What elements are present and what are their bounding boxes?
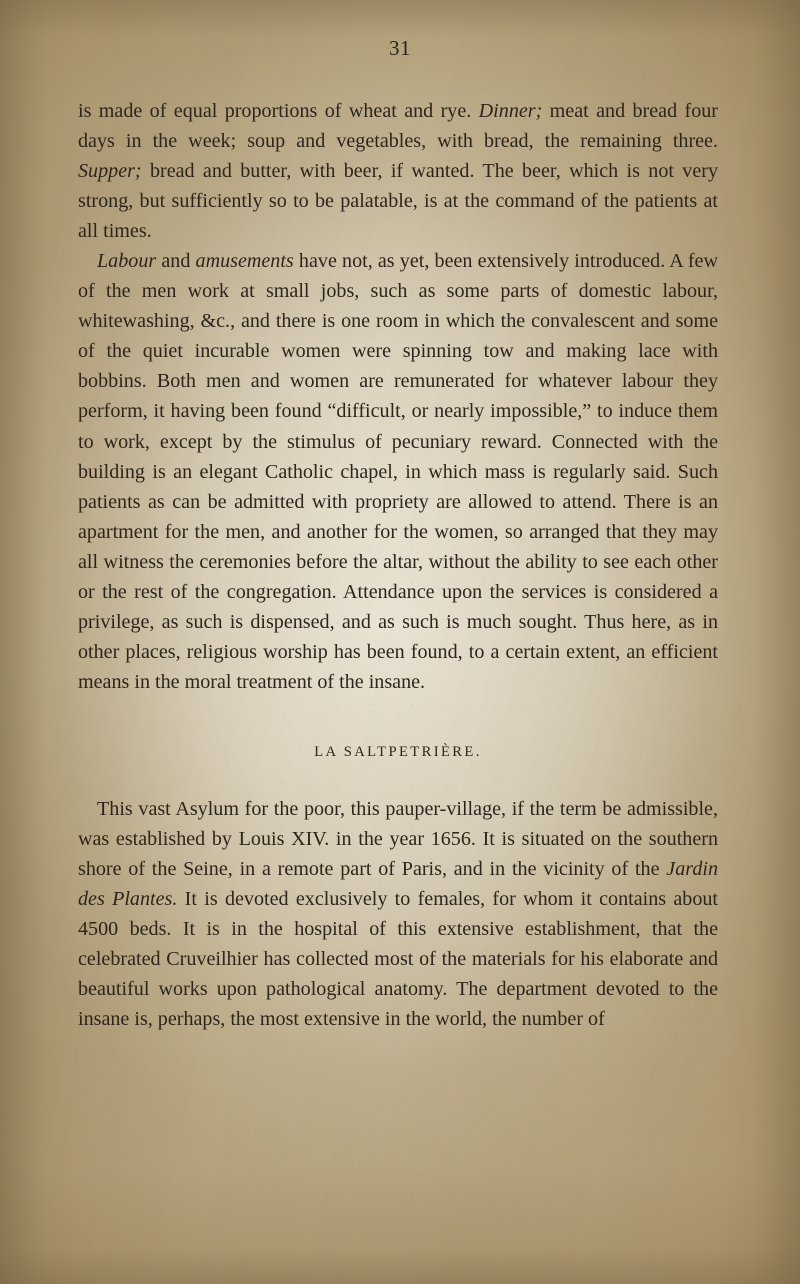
italic-emphasis: Jardin des Plantes. bbox=[78, 858, 718, 911]
page-edge-shadow-bottom bbox=[0, 1250, 800, 1284]
paragraph-diet: is made of equal proportions of wheat and rye. Dinner; meat and bread four days in the week; soup and vegetables, with bread, the remaining three. Supper; bread and butter, with beer, if wanted. The beer, which is not very strong, but sufficiently so to be palatable, is at the command of the patients at all times. bbox=[78, 100, 718, 243]
italic-emphasis: amusements bbox=[195, 250, 294, 273]
page-number: 31 bbox=[389, 36, 411, 60]
italic-emphasis: Labour bbox=[97, 250, 157, 273]
page-edge-shadow-left bbox=[0, 0, 46, 1284]
text-block bbox=[78, 96, 718, 1034]
italic-emphasis: Supper; bbox=[78, 160, 142, 183]
page-edge-shadow-top bbox=[0, 0, 800, 34]
italic-emphasis: Dinner; bbox=[478, 100, 543, 122]
page-edge-shadow-right bbox=[754, 0, 800, 1284]
paragraph-saltpetriere: This vast Asylum for the poor, this pauper-village, if the term be admissible, was established by Louis XIV. in the year 1656. It is situated on the southern shore of the Seine, in a remote part of Paris, and in the vicinity of the Jardin des Plantes. It is devoted exclusively to females, for whom it contains about 4500 beds. It is in the hospital of this extensive establishment, that the celebrated Cruveilhier has collected most of the materials for his elaborate and beautiful works upon pathological anatomy. The department devoted to the insane is, perhaps, the most extensive in the world, the number of bbox=[78, 797, 719, 1031]
section-heading-saltpetriere: LA SALTPETRIÈRE. bbox=[314, 743, 482, 760]
paragraph-labour-amusements: Labour and amusements have not, as yet, been extensively introduced. A few of the men work at small jobs, such as some parts of domestic labour, whitewashing, &c., and there is one room in which the convalescent and some of the quiet incurable women were spinning tow and making lace with bobbins. Both men and women are remunerated for whatever labour they perform, it having been found “difficult, or nearly impossible,” to induce them to work, except by the stimulus of pecuniary reward. Connected with the building is an elegant Catholic chapel, in which mass is regularly said. Such patients as can be admitted with propriety are allowed to attend. There is an apartment for the men, and another for the women, so arranged that they may all witness the ceremonies before the altar, without the ability to see each other or the rest of the congregation. Attendance upon the services is considered a privilege, as such is dispensed, and as such is much sought. Thus here, as in other places, religious worship has been found, to a certain extent, an efficient means in the moral treatment of the insane. bbox=[78, 250, 718, 693]
